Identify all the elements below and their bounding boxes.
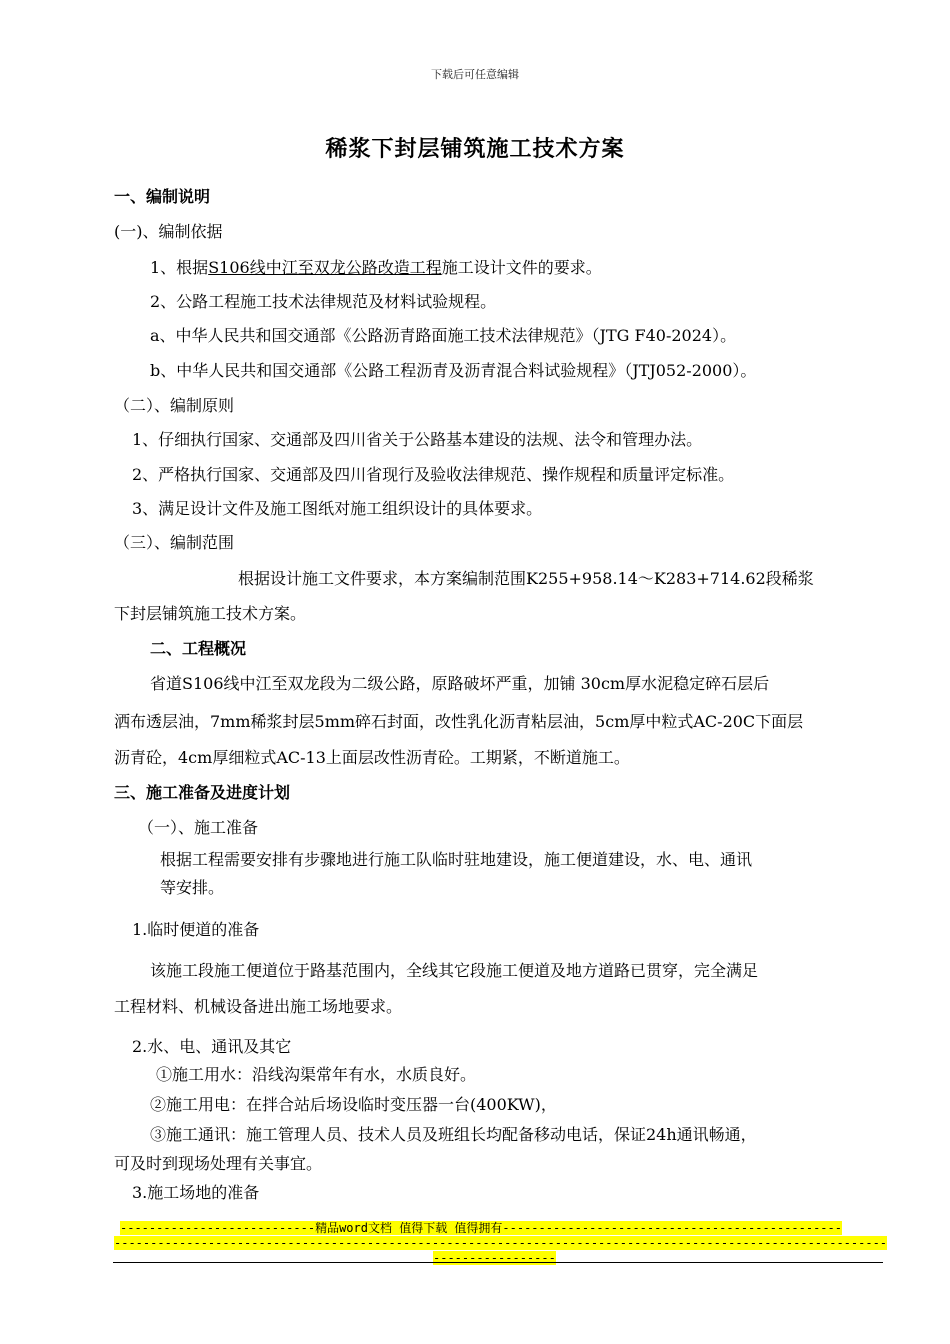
basis-item-1 [150,255,602,278]
project-name-underlined: S106线中江至双龙公路改造工程 [208,258,442,277]
utilities-label: 2.水、电、通讯及其它 [132,1037,292,1056]
prep-line-2: 等安排。 [160,878,225,897]
basis-item-2: 2、公路工程施工技术法律规范及材料试验规程。 [150,292,497,311]
principle-item-3: 3、满足设计文件及施工图纸对施工组织设计的具体要求。 [132,499,543,518]
section1-sub1-label: (一)、编制依据 [114,222,223,241]
basis-item-a: a、中华人民共和国交通部《公路沥青路面施工技术法律规范》（JTG F40-2024）。 [150,326,737,345]
section1-sub3-label: （三）、编制范围 [114,533,235,552]
prep-line-1: 根据工程需要安排有步骤地进行施工队临时驻地建设，施工便道建设，水、电、通讯 [160,850,753,869]
section1-sub2-label: （二）、编制原则 [114,396,235,415]
basis-item-1-suffix: 施工设计文件的要求。 [441,258,602,277]
road-label: 1.临时便道的准备 [132,920,260,939]
footer-rule [113,1262,883,1263]
footer-banner-text-1: ---------------------------精品word文档 值得下载 值得拥有----------------------------------------------- [120,1221,842,1235]
basis-item-b: b、中华人民共和国交通部《公路工程沥青及沥青混合料试验规程》（JTJ052-2000）。 [150,361,757,380]
footer-banner-text-2: ----------------------------------------------------------------------------------------------------------- [114,1236,888,1250]
site-label: 3.施工场地的准备 [132,1183,260,1202]
section1-heading: 一、编制说明 [114,187,211,206]
section2-heading: 二、工程概况 [150,639,247,658]
overview-line-3: 沥青砼，4cm厚细粒式AC-13上面层改性沥青砼。工期紧，不断道施工。 [114,748,630,767]
document-title: 稀浆下封层铺筑施工技术方案 [325,137,625,162]
footer-banner-line-3 [433,1247,556,1266]
section3-heading: 三、施工准备及进度计划 [114,783,291,802]
overview-line-2: 洒布透层油，7mm稀浆封层5mm碎石封面，改性乳化沥青粘层油，5cm厚中粒式AC-20C下面层 [114,712,804,731]
principle-item-2: 2、严格执行国家、交通部及四川省现行及验收法律规范、操作规程和质量评定标准。 [132,465,735,484]
scope-line-1: 根据设计施工文件要求，本方案编制范围K255+958.14～K283+714.62段稀浆 [238,569,814,588]
power-line: ②施工用电：在拌合站后场设临时变压器一台(400KW)， [150,1095,557,1114]
comm-line-2: 可及时到现场处理有关事宜。 [114,1154,323,1173]
header-note: 下载后可任意编辑 [431,68,519,81]
scope-line-2: 下封层铺筑施工技术方案。 [114,604,307,623]
footer-banner-text-3: ----------------- [433,1251,556,1265]
principle-item-1: 1、仔细执行国家、交通部及四川省关于公路基本建设的法规、法令和管理办法。 [132,430,703,449]
section3-sub1-label: （一）、施工准备 [138,818,259,837]
road-line-1: 该施工段施工便道位于路基范围内，全线其它段施工便道及地方道路已贯穿，完全满足 [150,961,759,980]
comm-line-1: ③施工通讯：施工管理人员、技术人员及班组长均配备移动电话，保证24h通讯畅通， [150,1125,757,1144]
water-line: ①施工用水：沿线沟渠常年有水，水质良好。 [156,1065,477,1084]
basis-item-1-prefix: 1、根据 [150,258,209,277]
road-line-2: 工程材料、机械设备进出施工场地要求。 [114,997,403,1016]
overview-line-1: 省道S106线中江至双龙段为二级公路，原路破坏严重，加铺 30cm厚水泥稳定碎石层后 [150,674,770,693]
